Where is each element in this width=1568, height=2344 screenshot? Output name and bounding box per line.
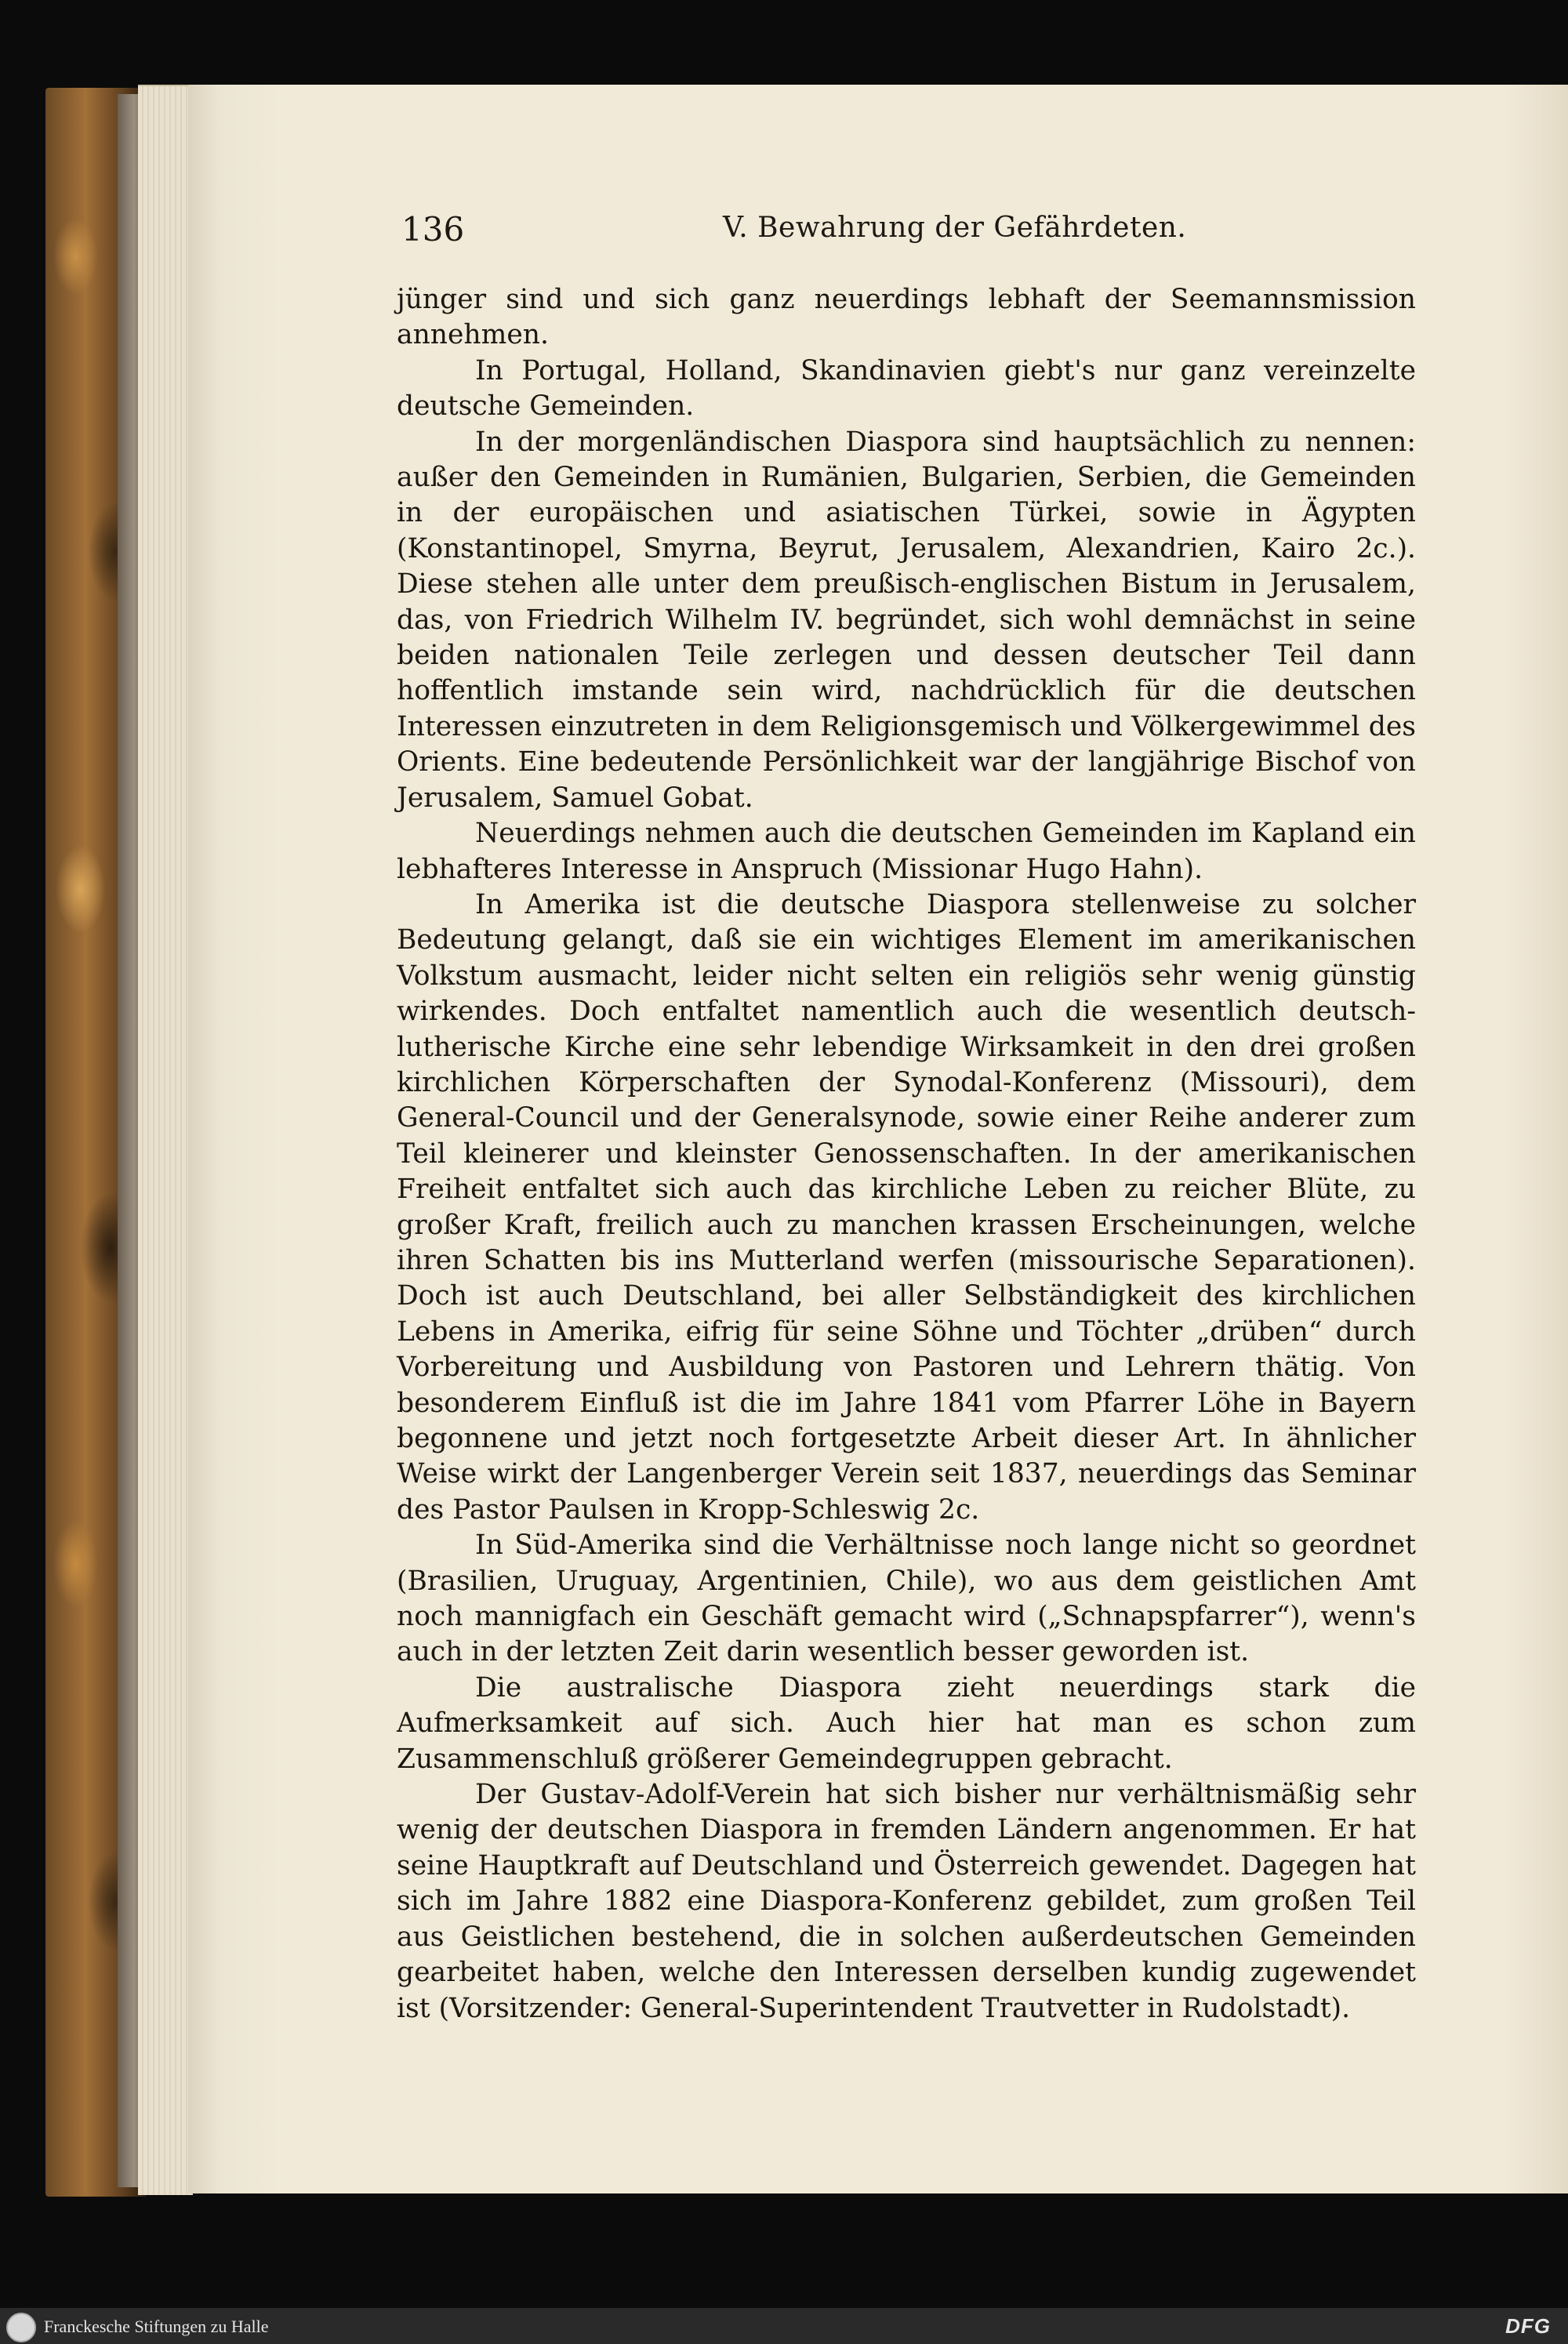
- paragraph: Die australische Diaspora zieht neuerdings stark die Aufmerksamkeit auf sich. Auch hier hat man es schon zum Zusammenschluß größerer Gemeindegruppen gebracht.: [397, 1671, 1416, 1775]
- paragraph: Neuerdings nehmen auch die deutschen Gemeinden im Kapland ein lebhafteres Interesse in Anspruch (Missionar Hugo Hahn).: [397, 818, 1416, 885]
- institution-name: Franckesche Stiftungen zu Halle: [44, 2317, 269, 2336]
- footer-bar: [0, 2308, 1568, 2344]
- body-text: [397, 282, 1416, 2027]
- dfg-logo: DFG: [1505, 2314, 1551, 2338]
- page-stack: [138, 85, 193, 2195]
- running-head: V. Bewahrung der Gefährdeten.: [723, 212, 1187, 244]
- page-header: [401, 210, 1421, 249]
- page-number: 136: [401, 210, 465, 249]
- paragraph: In Portugal, Holland, Skandinavien giebt's nur ganz vereinzelte deutsche Gemeinden.: [397, 354, 1416, 423]
- paragraph: jünger sind und sich ganz neuerdings lebhaft der Seemannsmission annehmen.: [397, 284, 1416, 351]
- paragraph: In Amerika ist die deutsche Diaspora stellenweise zu solcher Bedeutung gelangt, daß sie ein wichtiges Element im amerikanischen Volkstum ausmacht, leider nicht selten ein religiös sehr wenig günstig wirkendes. Doch entfaltet namentlich auch die wesentlich deutsch-lutherische Kirche eine sehr lebendige Wirksamkeit in den drei großen kirchlichen Körperschaften der Synodal-Konferenz (Missouri), dem General-Council und der Generalsynode, sowie einer Reihe anderer zum Teil kleinerer und kleinster Genossenschaften. In der amerikanischen Freiheit entfaltet sich auch das kirchliche Leben zu reicher Blüte, zu großer Kraft, freilich auch zu manchen krassen Erscheinungen, welche ihren Schatten bis ins Mutterland werfen (missourische Separationen). Doch ist auch Deutschland, bei aller Selbständigkeit des kirchlichen Lebens in Amerika, eifrig für seine Söhne und Töchter „drüben“ durch Vorbereitung und Ausbildung von Pastoren und Lehrern thätig. Von besonderem Einfluß ist die im Jahre 1841 vom Pfarrer Löhe in Bayern begonnene und jetzt noch fortgesetzte Arbeit dieser Art. In ähnlicher Weise wirkt der Langenberger Verein seit 1837, neuerdings das Seminar des Pastor Paulsen in Kropp-Schleswig 2c.: [397, 888, 1416, 1526]
- institution-logo-icon: [6, 2313, 36, 2342]
- paragraph: Der Gustav-Adolf-Verein hat sich bisher nur verhältnismäßig sehr wenig der deutschen Diaspora in fremden Ländern angenommen. Er hat seine Hauptkraft auf Deutschland und Österreich gewendet. Dagegen hat sich im Jahre 1882 eine Diaspora-Konferenz gebildet, zum großen Teil aus Geistlichen bestehend, die in solchen außerdeutschen Gemeinden gearbeitet haben, welche den Interessen derselben kundig zugewendet ist (Vorsitzender: General-Superintendent Trautvetter in Rudolstadt).: [397, 1779, 1416, 2024]
- paragraph: In der morgenländischen Diaspora sind hauptsächlich zu nennen: außer den Gemeinden in Rumänien, Bulgarien, Serbien, die Gemeinden in der europäischen und asiatischen Türkei, sowie in Ägypten (Konstantinopel, Smyrna, Beyrut, Jerusalem, Alexandrien, Kairo 2c.). Diese stehen alle unter dem preußisch-englischen Bistum in Jerusalem, das, von Friedrich Wilhelm IV. begründet, sich wohl demnächst in seine beiden nationalen Teile zerlegen und dessen deutscher Teil dann hoffentlich imstande sein wird, nachdrücklich für die deutschen Interessen einzutreten in dem Religionsgemisch und Völkergewimmel des Orients. Eine bedeutende Persönlichkeit war der langjährige Bischof von Jerusalem, Samuel Gobat.: [397, 426, 1416, 814]
- paragraph: In Süd-Amerika sind die Verhältnisse noch lange nicht so geordnet (Brasilien, Uruguay, Argentinien, Chile), wo aus dem geistlichen Amt noch mannigfach ein Geschäft gemacht wird („Schnapspfarrer“), wenn's auch in der letzten Zeit darin wesentlich besser geworden ist.: [397, 1529, 1416, 1668]
